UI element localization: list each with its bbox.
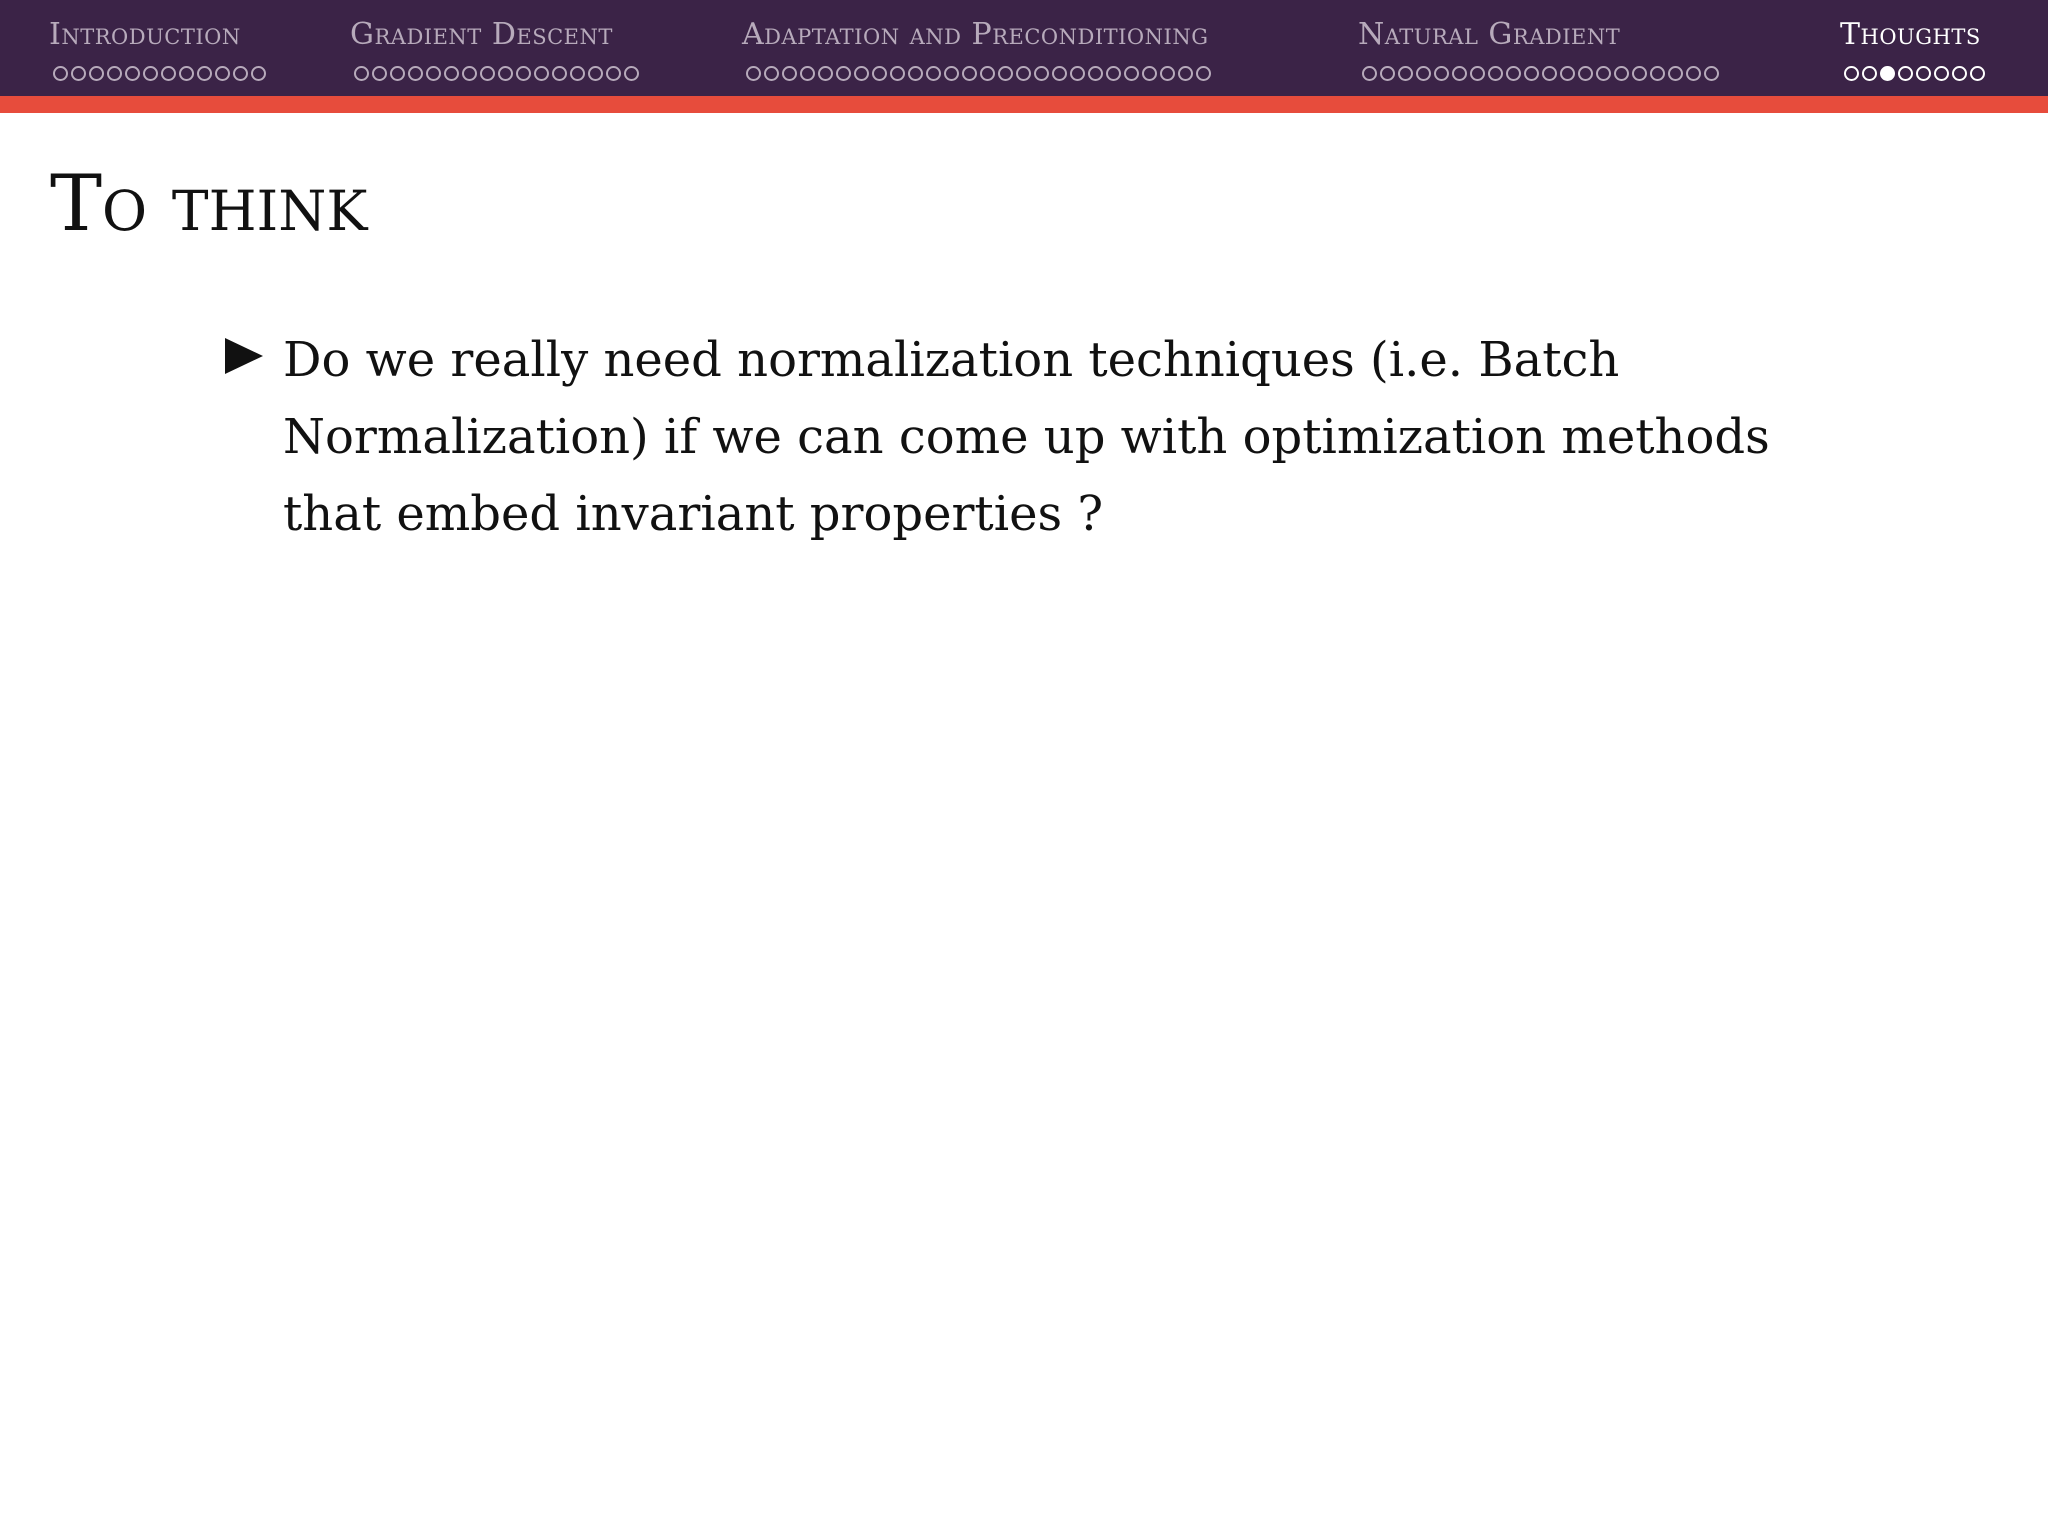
nav-dot[interactable] [1542, 66, 1557, 81]
nav-dot[interactable] [1380, 66, 1395, 81]
nav-dot[interactable] [53, 66, 68, 81]
nav-dot[interactable] [161, 66, 176, 81]
nav-dot[interactable] [782, 66, 797, 81]
nav-dot[interactable] [1578, 66, 1593, 81]
nav-dot[interactable] [1088, 66, 1103, 81]
nav-dot[interactable] [498, 66, 513, 81]
nav-dot[interactable] [516, 66, 531, 81]
nav-dot[interactable] [1142, 66, 1157, 81]
nav-dot[interactable] [588, 66, 603, 81]
nav-dot[interactable] [143, 66, 158, 81]
nav-dot[interactable] [1524, 66, 1539, 81]
nav-accent-stripe [0, 96, 2048, 113]
nav-dot[interactable] [89, 66, 104, 81]
nav-dot[interactable] [1916, 66, 1931, 81]
nav-dot[interactable] [444, 66, 459, 81]
nav-dot[interactable] [534, 66, 549, 81]
nav-progress-dots [53, 66, 266, 81]
nav-dot[interactable] [1070, 66, 1085, 81]
navigation-bar [0, 0, 2048, 96]
nav-progress-dots [1844, 66, 1985, 81]
nav-dot[interactable] [962, 66, 977, 81]
nav-dot[interactable] [944, 66, 959, 81]
nav-dot[interactable] [1488, 66, 1503, 81]
nav-dot[interactable] [125, 66, 140, 81]
nav-progress-dots [1362, 66, 1719, 81]
nav-dot[interactable] [1434, 66, 1449, 81]
nav-dot[interactable] [1178, 66, 1193, 81]
nav-progress-dots [354, 66, 639, 81]
nav-dot[interactable] [1632, 66, 1647, 81]
frame-title: To think [50, 159, 368, 249]
nav-section-title[interactable]: Thoughts [1840, 17, 1981, 52]
nav-dot[interactable] [1106, 66, 1121, 81]
nav-section-title[interactable]: Introduction [49, 17, 241, 52]
nav-dot[interactable] [998, 66, 1013, 81]
nav-dot[interactable] [1952, 66, 1967, 81]
nav-dot[interactable] [107, 66, 122, 81]
nav-dot[interactable] [1596, 66, 1611, 81]
nav-dot[interactable] [1506, 66, 1521, 81]
nav-dot[interactable] [1470, 66, 1485, 81]
nav-dot[interactable] [1034, 66, 1049, 81]
nav-dot[interactable] [233, 66, 248, 81]
nav-section-title[interactable]: Adaptation and Preconditioning [742, 17, 1209, 52]
nav-dot[interactable] [480, 66, 495, 81]
nav-dot[interactable] [179, 66, 194, 81]
nav-dot[interactable] [1650, 66, 1665, 81]
nav-dot[interactable] [926, 66, 941, 81]
nav-dot[interactable] [408, 66, 423, 81]
nav-dot[interactable] [624, 66, 639, 81]
nav-dot[interactable] [1052, 66, 1067, 81]
nav-dot[interactable] [1614, 66, 1629, 81]
nav-dot[interactable] [372, 66, 387, 81]
nav-dot[interactable] [251, 66, 266, 81]
nav-dot[interactable] [854, 66, 869, 81]
nav-dot[interactable] [746, 66, 761, 81]
nav-dot[interactable] [1686, 66, 1701, 81]
nav-progress-dots [746, 66, 1211, 81]
nav-dot[interactable] [1560, 66, 1575, 81]
nav-dot[interactable] [462, 66, 477, 81]
nav-dot[interactable] [197, 66, 212, 81]
nav-dot[interactable] [1862, 66, 1877, 81]
nav-dot[interactable] [1452, 66, 1467, 81]
nav-dot[interactable] [552, 66, 567, 81]
nav-dot[interactable] [980, 66, 995, 81]
nav-dot[interactable] [1016, 66, 1031, 81]
nav-dot[interactable] [800, 66, 815, 81]
bullet-text: Do we really need normalization techniques (i.e. Batch Normalization) if we can come up with optimization methods that embed invariant properties ? [283, 332, 1770, 542]
nav-dot[interactable] [818, 66, 833, 81]
nav-dot[interactable] [1398, 66, 1413, 81]
nav-dot[interactable] [570, 66, 585, 81]
nav-dot[interactable] [1416, 66, 1431, 81]
nav-dot[interactable] [1844, 66, 1859, 81]
bullet-item [225, 322, 1865, 553]
nav-dot[interactable] [1362, 66, 1377, 81]
bullet-list [225, 322, 1865, 553]
nav-dot-current[interactable] [1880, 66, 1895, 81]
nav-dot[interactable] [1898, 66, 1913, 81]
nav-dot[interactable] [1704, 66, 1719, 81]
nav-dot[interactable] [890, 66, 905, 81]
nav-section-title[interactable]: Gradient Descent [350, 17, 613, 52]
nav-dot[interactable] [1970, 66, 1985, 81]
nav-dot[interactable] [426, 66, 441, 81]
nav-dot[interactable] [71, 66, 86, 81]
nav-dot[interactable] [872, 66, 887, 81]
nav-dot[interactable] [836, 66, 851, 81]
nav-dot[interactable] [1196, 66, 1211, 81]
nav-dot[interactable] [1668, 66, 1683, 81]
nav-dot[interactable] [1124, 66, 1139, 81]
nav-dot[interactable] [606, 66, 621, 81]
triangle-bullet-icon [225, 338, 263, 374]
nav-dot[interactable] [764, 66, 779, 81]
nav-dot[interactable] [1160, 66, 1175, 81]
nav-dot[interactable] [1934, 66, 1949, 81]
nav-dot[interactable] [908, 66, 923, 81]
nav-dot[interactable] [215, 66, 230, 81]
nav-dot[interactable] [354, 66, 369, 81]
nav-section-title[interactable]: Natural Gradient [1358, 17, 1621, 52]
nav-dot[interactable] [390, 66, 405, 81]
